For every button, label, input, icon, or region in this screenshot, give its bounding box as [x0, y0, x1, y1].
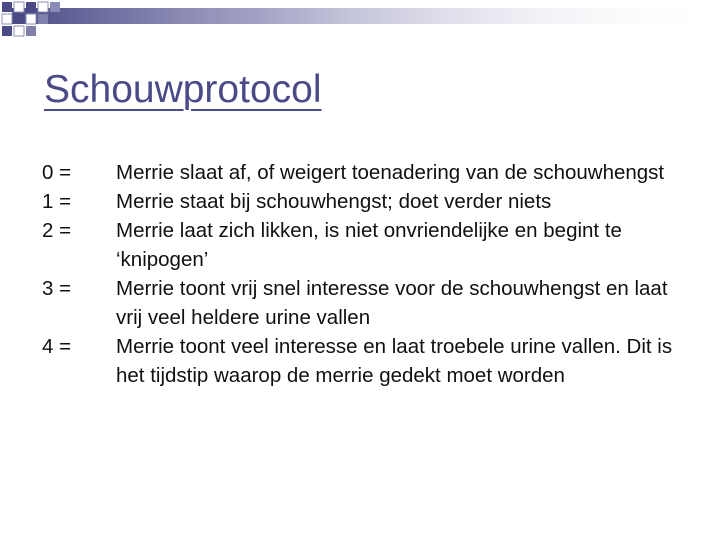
scale-row-2 — [42, 216, 682, 274]
scale-row-3 — [42, 274, 682, 332]
score-description: Merrie toont veel interesse en laat troebele urine vallen. Dit is het tijdstip waarop de merrie gedekt moet worden — [116, 335, 673, 387]
score-description: Merrie toont vrij snel interesse voor de schouwhengst en laat vrij veel heldere urine vallen — [116, 277, 668, 329]
score-description: Merrie slaat af, of weigert toenadering van de schouwhengst — [116, 161, 665, 184]
score-description: Merrie laat zich likken, is niet onvriendelijke en begint te ‘knipogen’ — [116, 219, 622, 271]
score-label: 1 = — [42, 190, 72, 213]
score-description: Merrie staat bij schouwhengst; doet verder niets — [116, 190, 552, 213]
scale-row-4 — [42, 332, 682, 390]
score-scale-list — [42, 158, 682, 390]
score-label: 4 = — [42, 335, 72, 358]
scale-row-1 — [42, 187, 682, 216]
score-label: 2 = — [42, 219, 72, 242]
score-label: 3 = — [42, 277, 72, 300]
slide-title: Schouwprotocol — [44, 68, 322, 111]
score-label: 0 = — [42, 161, 72, 184]
scale-row-0 — [42, 158, 682, 187]
decorative-header-pattern — [0, 0, 720, 50]
